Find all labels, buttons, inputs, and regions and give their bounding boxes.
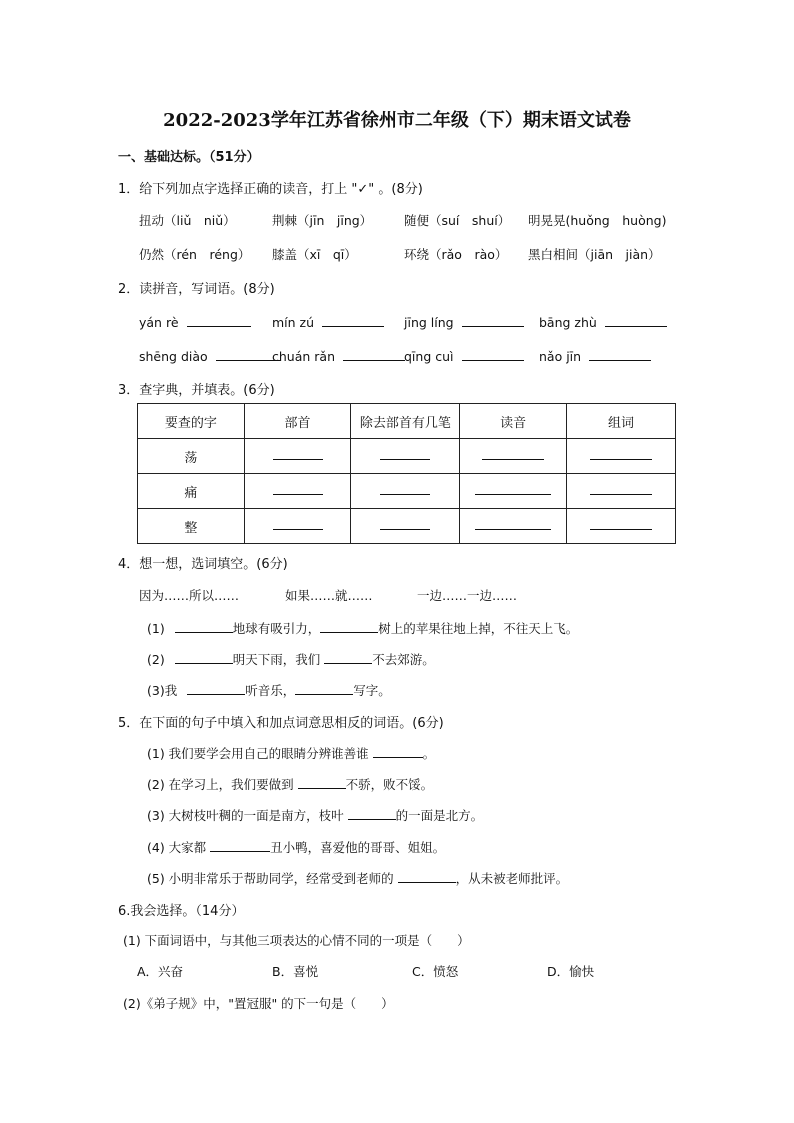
- table-cell[interactable]: [460, 509, 567, 544]
- sentence-text: 听音乐，: [245, 683, 296, 698]
- choice-option-d[interactable]: D．愉快: [547, 964, 595, 979]
- answer-blank[interactable]: [462, 313, 524, 327]
- q1-item: 扭动（liǔ niǔ）: [139, 213, 236, 228]
- q1-item: 膝盖（xī qī）: [272, 247, 357, 262]
- q1-item: 仍然（rén réng）: [139, 247, 251, 262]
- sentence-text: 地球有吸引力，: [232, 621, 321, 636]
- sentence-number: (2): [147, 652, 165, 667]
- sentence-text: (3) 大树枝叶稠的一面是南方，枝叶: [147, 808, 344, 823]
- q1-item: 荆棘（jīn jīng）: [272, 213, 373, 228]
- table-header: 部首: [244, 404, 351, 439]
- table-char: 荡: [138, 439, 245, 474]
- answer-blank[interactable]: [605, 313, 667, 327]
- table-row: [138, 474, 676, 509]
- table-cell[interactable]: [351, 509, 460, 544]
- question-3-stem: 3．查字典，并填表。(6分): [118, 383, 275, 398]
- table-header: 读音: [460, 404, 567, 439]
- table-header: 除去部首有几笔: [351, 404, 460, 439]
- word-option: 如果……就……: [285, 588, 373, 603]
- section-heading: 一、基础达标。（51分）: [118, 150, 260, 165]
- answer-blank[interactable]: [216, 347, 280, 361]
- table-cell[interactable]: [567, 439, 676, 474]
- sentence-text: 。: [422, 746, 436, 761]
- answer-blank[interactable]: [320, 619, 378, 633]
- question-2-stem: 2．读拼音，写词语。(8分): [118, 282, 275, 297]
- sentence-text: 不骄，败不馁。: [345, 777, 434, 792]
- question-4-stem: 4．想一想，选词填空。(6分): [118, 557, 288, 572]
- sentence-text: (1) 我们要学会用自己的眼睛分辨谁善谁: [147, 746, 369, 761]
- table-cell[interactable]: [567, 509, 676, 544]
- table-cell[interactable]: [567, 474, 676, 509]
- answer-blank[interactable]: [298, 775, 346, 789]
- table-cell[interactable]: [460, 474, 567, 509]
- sentence-text: 明天下雨，我们: [232, 652, 321, 667]
- sentence-text: 不去郊游。: [372, 652, 435, 667]
- table-char: 痛: [138, 474, 245, 509]
- pinyin-label: jīng líng: [404, 315, 454, 330]
- answer-blank[interactable]: [398, 869, 456, 883]
- answer-blank[interactable]: [343, 347, 405, 361]
- choice-option-a[interactable]: A．兴奋: [137, 964, 184, 979]
- q1-item: 明晃晃(huǒng huòng): [528, 213, 667, 228]
- sub-question: (1) 下面词语中，与其他三项表达的心情不同的一项是（ ）: [123, 933, 470, 948]
- word-option: 因为……所以……: [139, 588, 240, 603]
- answer-blank[interactable]: [175, 619, 233, 633]
- question-6-stem: 6.我会选择。（14分）: [118, 904, 245, 919]
- question-1-stem: 1．给下列加点字选择正确的读音，打上 "✓" 。(8分): [118, 182, 423, 197]
- choice-option-b[interactable]: B．喜悦: [272, 964, 319, 979]
- table-cell[interactable]: [244, 509, 351, 544]
- sentence-text: 写字。: [353, 683, 391, 698]
- pinyin-label: yán rè: [139, 315, 179, 330]
- table-header-row: [138, 404, 676, 439]
- sentence-text: (4) 大家都: [147, 840, 207, 855]
- table-header: 组词: [567, 404, 676, 439]
- question-5-stem: 5．在下面的句子中填入和加点词意思相反的词语。(6分): [118, 716, 444, 731]
- page-title: 2022-2023学年江苏省徐州市二年级（下）期末语文试卷: [163, 110, 631, 131]
- pinyin-label: nǎo jīn: [539, 349, 582, 364]
- table-cell[interactable]: [244, 439, 351, 474]
- sentence-text: 丑小鸭，喜爱他的哥哥、姐姐。: [270, 840, 446, 855]
- pinyin-label: chuán rǎn: [272, 349, 335, 364]
- choice-option-c[interactable]: C．愤怒: [412, 964, 459, 979]
- answer-blank[interactable]: [322, 313, 384, 327]
- sentence-number: (1): [147, 621, 165, 636]
- table-char: 整: [138, 509, 245, 544]
- answer-blank[interactable]: [589, 347, 651, 361]
- answer-blank[interactable]: [373, 744, 423, 758]
- pinyin-label: qīng cuì: [404, 349, 454, 364]
- sub-question: (2)《弟子规》中，"置冠服" 的下一句是（ ）: [123, 996, 394, 1011]
- sentence-text: ，从未被老师批评。: [455, 871, 569, 886]
- table-cell[interactable]: [244, 474, 351, 509]
- answer-blank[interactable]: [348, 806, 396, 820]
- table-cell[interactable]: [460, 439, 567, 474]
- pinyin-label: mín zú: [272, 315, 315, 330]
- table-row: [138, 439, 676, 474]
- q1-item: 黑白相间（jiān jiàn）: [528, 247, 661, 262]
- table-cell[interactable]: [351, 474, 460, 509]
- table-cell[interactable]: [351, 439, 460, 474]
- dictionary-table: [137, 403, 676, 544]
- sentence-text: (2) 在学习上，我们要做到: [147, 777, 294, 792]
- answer-blank[interactable]: [187, 313, 251, 327]
- pinyin-label: shēng diào: [139, 349, 208, 364]
- sentence-text: 的一面是北方。: [395, 808, 484, 823]
- table-header: 要查的字: [138, 404, 245, 439]
- pinyin-label: bāng zhù: [539, 315, 597, 330]
- answer-blank[interactable]: [187, 681, 245, 695]
- word-option: 一边……一边……: [417, 588, 518, 603]
- answer-blank[interactable]: [295, 681, 353, 695]
- table-row: [138, 509, 676, 544]
- q1-item: 环绕（rǎo rào）: [404, 247, 508, 262]
- answer-blank[interactable]: [175, 650, 233, 664]
- sentence-number: (3)我: [147, 683, 178, 698]
- answer-blank[interactable]: [210, 838, 270, 852]
- sentence-text: 树上的苹果往地上掉，不往天上飞。: [378, 621, 579, 636]
- answer-blank[interactable]: [462, 347, 524, 361]
- sentence-text: (5) 小明非常乐于帮助同学，经常受到老师的: [147, 871, 394, 886]
- q1-item: 随便（suí shuí）: [404, 213, 511, 228]
- answer-blank[interactable]: [324, 650, 372, 664]
